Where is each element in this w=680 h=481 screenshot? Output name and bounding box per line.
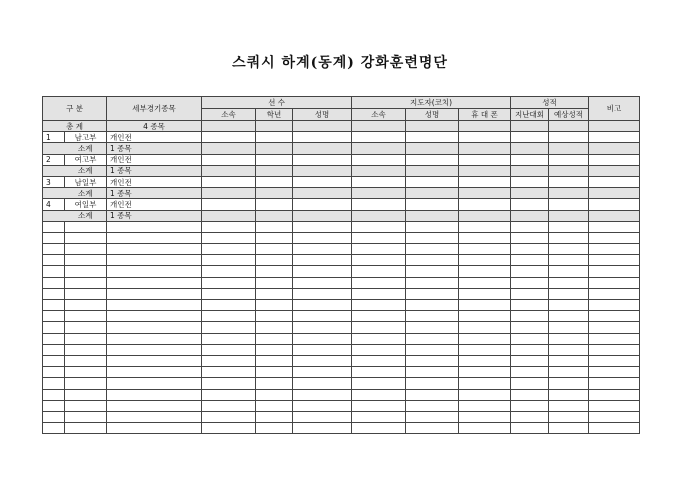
empty-row [43,322,640,333]
group-row [43,154,640,165]
group-row [43,199,640,210]
subtotal-value: 1 종목 [107,165,202,176]
empty-row [43,367,640,378]
empty-row [43,400,640,411]
subtotal-label: 소계 [65,210,107,221]
header-coach-phone: 휴 대 폰 [459,109,511,121]
subtotal-label: 소계 [65,165,107,176]
empty-row [43,423,640,434]
group-event: 개인전 [107,154,202,165]
group-event: 개인전 [107,132,202,143]
group-row [43,176,640,187]
empty-row [43,389,640,400]
header-player-affiliation: 소속 [202,109,256,121]
empty-row [43,232,640,243]
subtotal-row [43,165,640,176]
empty-row [43,355,640,366]
total-label: 총 계 [43,121,107,132]
group-division: 여일부 [65,199,107,210]
empty-row [43,333,640,344]
empty-row [43,255,640,266]
header-result: 성적 [511,97,589,109]
group-no: 2 [43,154,65,165]
empty-row [43,411,640,422]
empty-row [43,378,640,389]
header-player-name: 성명 [293,109,352,121]
group-division: 여고부 [65,154,107,165]
total-row [43,121,640,132]
header-last-competition: 지난대회 [511,109,549,121]
header-expected-result: 예상성적 [549,109,589,121]
empty-row [43,277,640,288]
subtotal-value: 1 종목 [107,188,202,199]
document-title: 스쿼시 하계(동계) 강화훈련명단 [232,55,448,71]
subtotal-label: 소계 [65,143,107,154]
header-remarks: 비고 [589,97,640,121]
group-no: 4 [43,199,65,210]
empty-row [43,311,640,322]
subtotal-label: 소계 [65,188,107,199]
header-coach-name: 성명 [406,109,459,121]
subtotal-row [43,143,640,154]
subtotal-value: 1 종목 [107,210,202,221]
header-coach-affiliation: 소속 [352,109,406,121]
group-division: 남일부 [65,176,107,187]
header-player: 선 수 [202,97,352,109]
empty-row [43,266,640,277]
subtotal-row [43,188,640,199]
subtotal-value: 1 종목 [107,143,202,154]
header-event-detail: 세부경기종목 [107,97,202,121]
empty-row [43,344,640,355]
empty-row [43,221,640,232]
group-no: 1 [43,132,65,143]
group-row [43,132,640,143]
empty-row [43,288,640,299]
header-coach: 지도자(코치) [352,97,511,109]
group-division: 남고부 [65,132,107,143]
empty-row [43,300,640,311]
roster-table [42,96,640,434]
group-no: 3 [43,176,65,187]
empty-row [43,244,640,255]
header-gubun: 구 분 [43,97,107,121]
total-value: 4 종목 [107,121,202,132]
group-event: 개인전 [107,199,202,210]
header-player-grade: 학년 [256,109,293,121]
subtotal-row [43,210,640,221]
group-event: 개인전 [107,176,202,187]
